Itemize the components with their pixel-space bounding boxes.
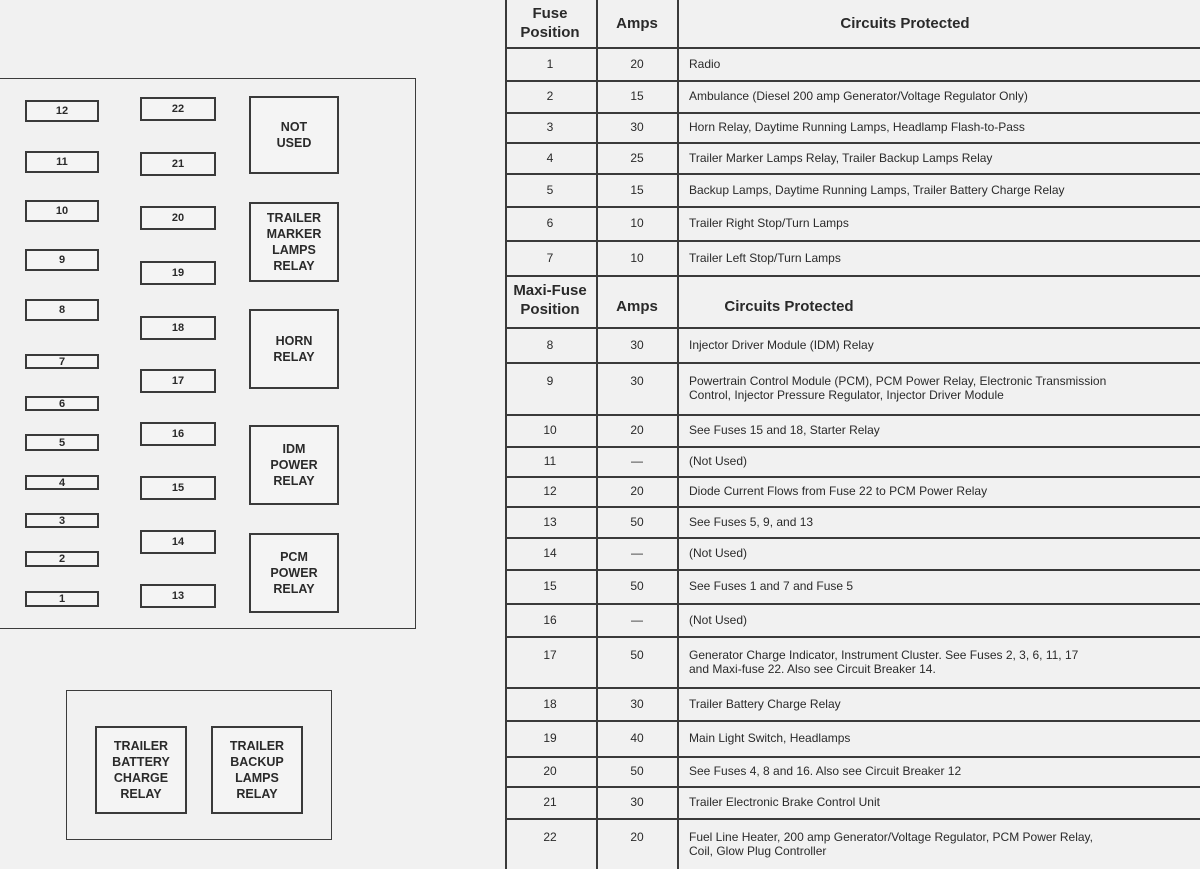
row-divider <box>505 206 1200 208</box>
row-divider <box>505 720 1200 722</box>
maxi-position-cell: 21 <box>543 795 557 809</box>
relay-box: IDM POWER RELAY <box>249 425 339 505</box>
fuse-21: 21 <box>140 152 216 176</box>
maxi-amps-cell: 30 <box>630 795 644 809</box>
relay-box: HORN RELAY <box>249 309 339 389</box>
row-divider <box>505 537 1200 539</box>
maxi-circuits-cell: See Fuses 1 and 7 and Fuse 5 <box>689 579 854 593</box>
row-divider <box>505 506 1200 508</box>
maxi-position-cell: 12 <box>543 484 557 498</box>
fuse-amps-cell: 25 <box>630 151 644 165</box>
relay-box: NOT USED <box>249 96 339 174</box>
maxi-position-cell: 19 <box>543 731 557 745</box>
fuse-position-cell: 3 <box>546 120 554 134</box>
fuse-position-cell: 1 <box>546 57 554 71</box>
fuse-position-cell: 7 <box>546 251 554 265</box>
maxi-circuits-cell: (Not Used) <box>689 613 748 627</box>
fuse-12: 12 <box>25 100 99 122</box>
maxi-position-cell: 15 <box>543 579 557 593</box>
fuse-5: 5 <box>25 434 99 451</box>
row-divider <box>505 756 1200 758</box>
maxi-position-cell: 14 <box>543 546 557 560</box>
fuse-circuits-cell: Trailer Marker Lamps Relay, Trailer Backup Lamps Relay <box>689 151 993 165</box>
lower-relay-panel <box>66 690 332 840</box>
fuse-3: 3 <box>25 513 99 528</box>
fuse-20: 20 <box>140 206 216 230</box>
fuse-18: 18 <box>140 316 216 340</box>
maxi-amps-cell: 20 <box>630 423 644 437</box>
maxi-amps-cell: — <box>631 454 643 468</box>
maxi-position-cell: 18 <box>543 697 557 711</box>
maxi-amps-cell: 50 <box>630 515 644 529</box>
fuse-amps-cell: 30 <box>630 120 644 134</box>
maxi-amps-cell: 50 <box>630 579 644 593</box>
fuse-circuits-cell: Backup Lamps, Daytime Running Lamps, Trailer Battery Charge Relay <box>689 183 1065 197</box>
maxi-position-cell: 8 <box>546 338 554 352</box>
fuse-15: 15 <box>140 476 216 500</box>
maxi-circuits-cell: Powertrain Control Module (PCM), PCM Power Relay, Electronic Transmission Control, Injector Pressure Regulator, Injector Driver Module <box>689 374 1107 402</box>
amps-header: Amps <box>616 15 658 32</box>
fuse-1: 1 <box>25 591 99 607</box>
row-divider <box>505 687 1200 689</box>
maxi-position-header: Maxi-Fuse Position <box>513 282 587 318</box>
row-divider <box>505 80 1200 82</box>
maxi-position-cell: 20 <box>543 764 557 778</box>
maxi-amps-header: Amps <box>616 298 658 315</box>
fuse-19: 19 <box>140 261 216 285</box>
maxi-circuits-cell: Main Light Switch, Headlamps <box>689 731 851 745</box>
row-divider <box>505 47 1200 49</box>
fuse-position-header: Fuse Position <box>520 5 580 41</box>
maxi-position-cell: 9 <box>546 374 554 388</box>
fuse-10: 10 <box>25 200 99 222</box>
fuse-22: 22 <box>140 97 216 121</box>
fuse-amps-cell: 20 <box>630 57 644 71</box>
fuse-position-cell: 4 <box>546 151 554 165</box>
maxi-circuits-cell: Generator Charge Indicator, Instrument Cluster. See Fuses 2, 3, 6, 11, 17 and Maxi-fuse 22. Also see Circuit Breaker 14. <box>689 648 1079 676</box>
fuse-16: 16 <box>140 422 216 446</box>
fuse-8: 8 <box>25 299 99 321</box>
maxi-circuits-cell: See Fuses 15 and 18, Starter Relay <box>689 423 880 437</box>
row-divider <box>505 240 1200 242</box>
fuse-6: 6 <box>25 396 99 411</box>
row-divider <box>505 414 1200 416</box>
maxi-circuits-cell: Diode Current Flows from Fuse 22 to PCM Power Relay <box>689 484 988 498</box>
fuse-amps-cell: 15 <box>630 183 644 197</box>
fuse-circuits-cell: Radio <box>689 57 721 71</box>
circuits-header: Circuits Protected <box>840 15 970 32</box>
row-divider <box>505 603 1200 605</box>
fuse-14: 14 <box>140 530 216 554</box>
relay-box: TRAILER MARKER LAMPS RELAY <box>249 202 339 282</box>
row-divider <box>505 362 1200 364</box>
row-divider <box>505 327 1200 329</box>
maxi-amps-cell: 30 <box>630 374 644 388</box>
maxi-position-cell: 16 <box>543 613 557 627</box>
row-divider <box>505 112 1200 114</box>
fuse-9: 9 <box>25 249 99 271</box>
fuse-17: 17 <box>140 369 216 393</box>
relay-box: PCM POWER RELAY <box>249 533 339 613</box>
maxi-amps-cell: 30 <box>630 338 644 352</box>
row-divider <box>505 569 1200 571</box>
row-divider <box>505 786 1200 788</box>
maxi-amps-cell: 50 <box>630 648 644 662</box>
column-divider <box>677 0 679 869</box>
maxi-amps-cell: — <box>631 613 643 627</box>
relay-box: TRAILER BACKUP LAMPS RELAY <box>211 726 303 814</box>
fuse-2: 2 <box>25 551 99 567</box>
maxi-circuits-cell: See Fuses 5, 9, and 13 <box>689 515 814 529</box>
row-divider <box>505 173 1200 175</box>
fuse-circuits-cell: Trailer Left Stop/Turn Lamps <box>689 251 841 265</box>
fuse-position-cell: 2 <box>546 89 554 103</box>
maxi-amps-cell: — <box>631 546 643 560</box>
fuse-amps-cell: 10 <box>630 251 644 265</box>
maxi-amps-cell: 20 <box>630 830 644 844</box>
maxi-circuits-cell: (Not Used) <box>689 546 748 560</box>
fuse-4: 4 <box>25 475 99 490</box>
maxi-amps-cell: 20 <box>630 484 644 498</box>
relay-box: TRAILER BATTERY CHARGE RELAY <box>95 726 187 814</box>
maxi-position-cell: 11 <box>543 454 557 468</box>
fuse-circuits-cell: Horn Relay, Daytime Running Lamps, Headlamp Flash-to-Pass <box>689 120 1025 134</box>
maxi-circuits-cell: (Not Used) <box>689 454 748 468</box>
row-divider <box>505 476 1200 478</box>
fuse-circuits-cell: Trailer Right Stop/Turn Lamps <box>689 216 849 230</box>
fuse-amps-cell: 15 <box>630 89 644 103</box>
maxi-circuits-cell: Trailer Electronic Brake Control Unit <box>689 795 880 809</box>
fuse-position-cell: 5 <box>546 183 554 197</box>
maxi-circuits-header: Circuits Protected <box>724 298 854 315</box>
fuse-circuits-cell: Ambulance (Diesel 200 amp Generator/Voltage Regulator Only) <box>689 89 1028 103</box>
fuse-7: 7 <box>25 354 99 369</box>
maxi-amps-cell: 50 <box>630 764 644 778</box>
maxi-amps-cell: 40 <box>630 731 644 745</box>
maxi-position-cell: 10 <box>543 423 557 437</box>
maxi-circuits-cell: See Fuses 4, 8 and 16. Also see Circuit Breaker 12 <box>689 764 962 778</box>
fuse-table <box>505 0 1200 869</box>
maxi-circuits-cell: Fuel Line Heater, 200 amp Generator/Voltage Regulator, PCM Power Relay, Coil, Glow Plug Controller <box>689 830 1093 858</box>
row-divider <box>505 275 1200 277</box>
row-divider <box>505 142 1200 144</box>
row-divider <box>505 636 1200 638</box>
fuse-position-cell: 6 <box>546 216 554 230</box>
maxi-position-cell: 22 <box>543 830 557 844</box>
maxi-position-cell: 13 <box>543 515 557 529</box>
row-divider <box>505 446 1200 448</box>
maxi-circuits-cell: Injector Driver Module (IDM) Relay <box>689 338 874 352</box>
row-divider <box>505 818 1200 820</box>
maxi-amps-cell: 30 <box>630 697 644 711</box>
maxi-position-cell: 17 <box>543 648 557 662</box>
fuse-13: 13 <box>140 584 216 608</box>
fuse-amps-cell: 10 <box>630 216 644 230</box>
fuse-11: 11 <box>25 151 99 173</box>
maxi-circuits-cell: Trailer Battery Charge Relay <box>689 697 841 711</box>
